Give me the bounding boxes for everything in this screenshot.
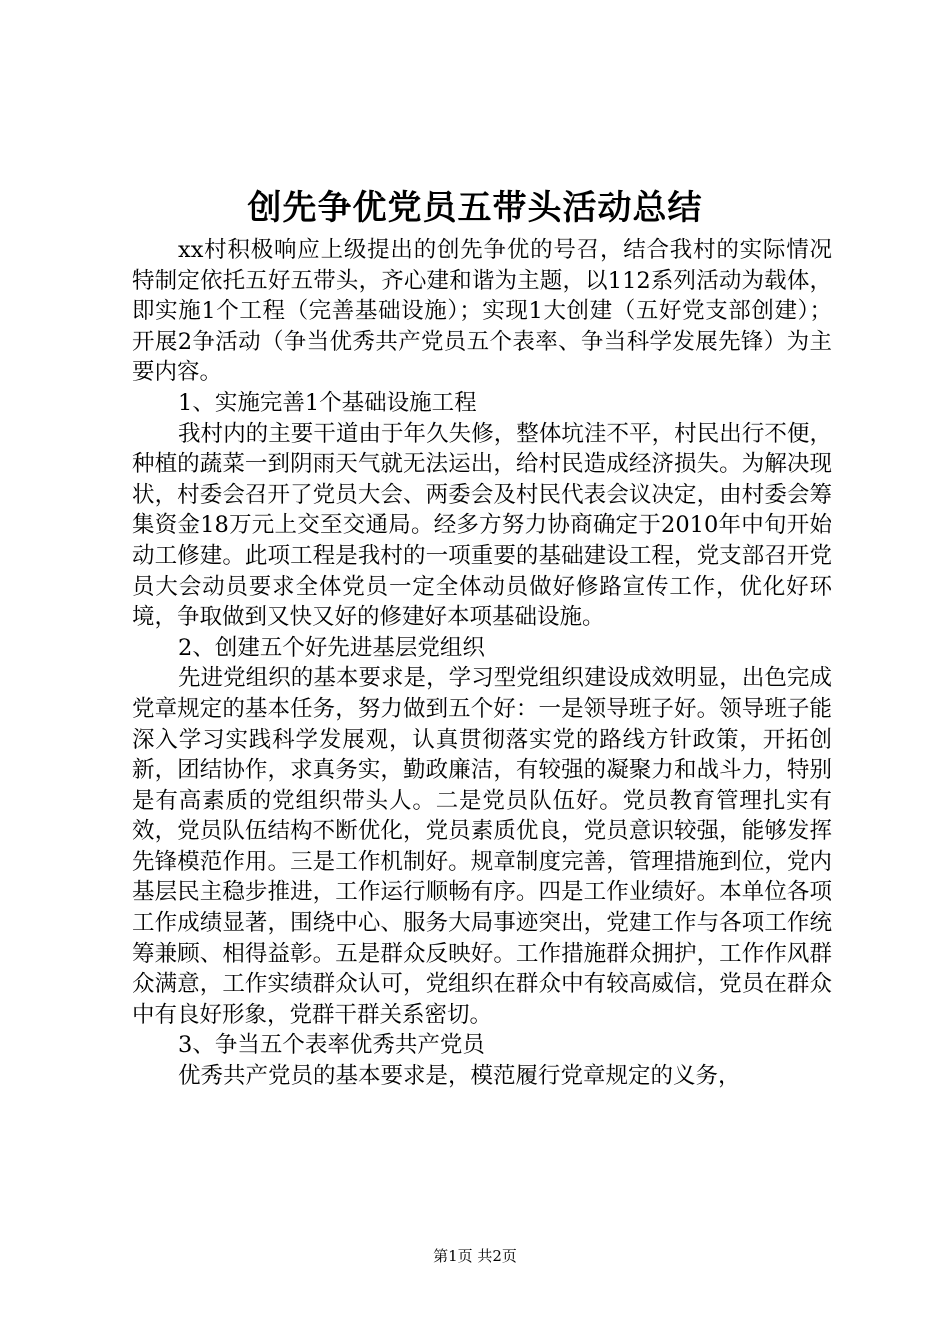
- document-body: [132, 235, 832, 1092]
- section-heading-3: 3、争当五个表率优秀共产党员: [178, 1032, 485, 1059]
- section-heading-1: 1、实施完善1个基础设施工程: [178, 389, 477, 416]
- paragraph-section-2: 先进党组织的基本要求是，学习型党组织建设成效明显，出色完成党章规定的基本任务，努力做到五个好：一是领导班子好。领导班子能深入学习实践科学发展观，认真贯彻落实党的路线方针政策，开拓创新，团结协作，求真务实，勤政廉洁，有较强的凝聚力和战斗力，特别是有高素质的党组织带头人。二是党员队伍好。党员教育管理扎实有效，党员队伍结构不断优化，党员素质优良，党员意识较强，能够发挥先锋模范作用。三是工作机制好。规章制度完善，管理措施到位，党内基层民主稳步推进，工作运行顺畅有序。四是工作业绩好。本单位各项工作成绩显著，围绕中心、服务大局事迹突出，党建工作与各项工作统筹兼顾、相得益彰。五是群众反映好。工作措施群众拥护，工作作风群众满意，工作实绩群众认可，党组织在群众中有较高威信，党员在群众中有良好形象，党群干群关系密切。: [132, 665, 832, 1028]
- paragraph-section-1: 我村内的主要干道由于年久失修，整体坑洼不平，村民出行不便，种植的蔬菜一到阴雨天气就无法运出，给村民造成经济损失。为解决现状，村委会召开了党员大会、两委会及村民代表会议决定，由村委会筹集资金18万元上交至交通局。经多方努力协商确定于2010年中旬开始动工修建。此项工程是我村的一项重要的基础建设工程，党支部召开党员大会动员要求全体党员一定全体动员做好修路宣传工作，优化好环境，争取做到又快又好的修建好本项基础设施。: [132, 420, 832, 631]
- section-heading-2: 2、创建五个好先进基层党组织: [178, 634, 485, 661]
- page-number-footer: 第1页 共2页: [433, 1247, 517, 1265]
- paragraph-section-3: 优秀共产党员的基本要求是，模范履行党章规定的义务，: [178, 1063, 741, 1090]
- paragraph-intro: xx村积极响应上级提出的创先争优的号召，结合我村的实际情况特制定依托五好五带头，齐心建和谐为主题，以112系列活动为载体，即实施1个工程（完善基础设施）；实现1大创建（五好党支部创建）；开展2争活动（争当优秀共产党员五个表率、争当科学发展先锋）为主要内容。: [132, 237, 832, 386]
- document-title: 创先争优党员五带头活动总结: [247, 188, 703, 228]
